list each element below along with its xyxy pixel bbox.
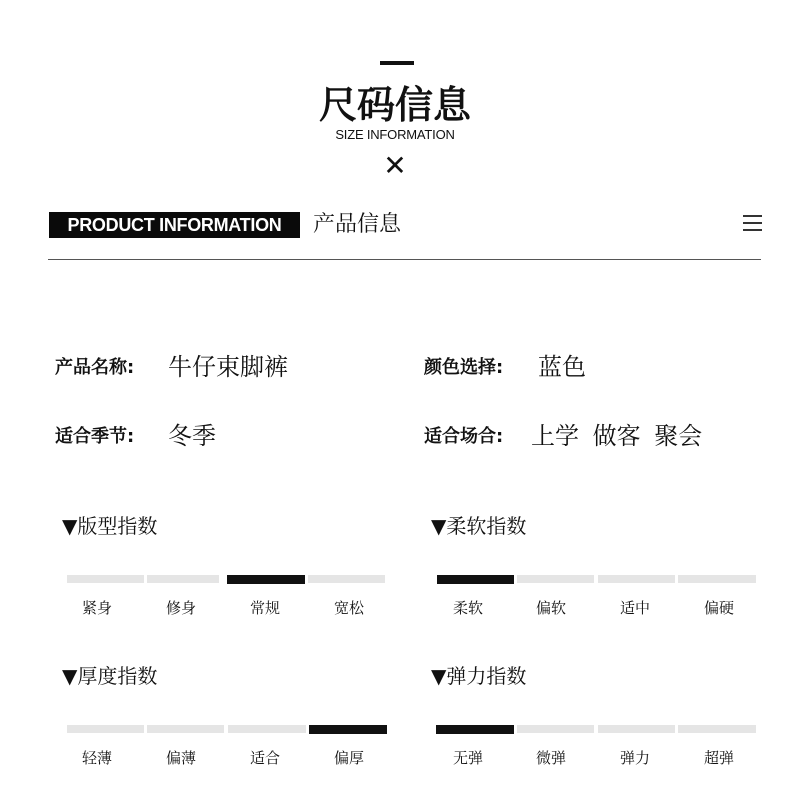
thickness-index-bar xyxy=(309,725,387,734)
elasticity-option-label: 无弹 xyxy=(452,749,483,767)
thickness-index-bar xyxy=(228,725,306,733)
thickness-option-label: 轻薄 xyxy=(81,749,112,767)
fit-option-label: 常规 xyxy=(249,599,280,617)
color-value: 蓝色 xyxy=(538,353,586,381)
thickness-option-label: 偏厚 xyxy=(333,749,364,767)
fit-index-title: ▼版型指数 xyxy=(62,514,158,538)
fit-option-label: 修身 xyxy=(165,599,196,617)
elasticity-option-label: 弹力 xyxy=(619,749,650,767)
menu-icon-line xyxy=(743,229,762,231)
softness-index-bar xyxy=(517,575,594,583)
menu-icon-line xyxy=(743,215,762,217)
elasticity-option-label: 超弹 xyxy=(703,749,734,767)
elasticity-index-bar xyxy=(598,725,675,733)
page-title: 尺码信息 xyxy=(318,83,471,127)
softness-index-bar xyxy=(678,575,756,583)
product-name-value: 牛仔束脚裤 xyxy=(168,353,288,381)
elasticity-index-bar xyxy=(436,725,514,734)
softness-index-bar xyxy=(598,575,675,583)
product-name-label: 产品名称: xyxy=(55,357,135,378)
fit-index-bar xyxy=(67,575,144,583)
color-label: 颜色选择: xyxy=(424,357,504,378)
close-icon[interactable]: ✕ xyxy=(383,149,407,182)
elasticity-option-label: 微弹 xyxy=(535,749,566,767)
menu-icon-line xyxy=(743,222,762,224)
elasticity-index-bar xyxy=(517,725,594,733)
thickness-option-label: 偏薄 xyxy=(165,749,196,767)
thickness-index-title: ▼厚度指数 xyxy=(62,664,158,688)
product-information-badge: PRODUCT INFORMATION xyxy=(49,212,300,238)
elasticity-index-bar xyxy=(678,725,756,733)
occasion-label: 适合场合: xyxy=(424,426,504,447)
softness-option-label: 柔软 xyxy=(452,599,483,617)
season-value: 冬季 xyxy=(168,422,216,450)
fit-option-label: 紧身 xyxy=(81,599,112,617)
softness-index-title: ▼柔软指数 xyxy=(431,514,527,538)
season-label: 适合季节: xyxy=(55,426,135,447)
thickness-index-bar xyxy=(147,725,224,733)
fit-index-bar xyxy=(147,575,219,583)
elasticity-index-title: ▼弹力指数 xyxy=(431,664,527,688)
section-divider xyxy=(48,259,761,260)
softness-option-label: 适中 xyxy=(619,599,650,617)
menu-icon[interactable] xyxy=(743,215,762,232)
softness-option-label: 偏硬 xyxy=(703,599,734,617)
occasion-value: 上学 做客 聚会 xyxy=(531,422,703,450)
fit-index-bar xyxy=(227,575,305,584)
thickness-index-bar xyxy=(67,725,144,733)
softness-option-label: 偏软 xyxy=(535,599,566,617)
product-information-title: 产品信息 xyxy=(313,212,402,237)
softness-index-bar xyxy=(437,575,514,584)
top-dash-divider xyxy=(380,61,414,65)
thickness-option-label: 适合 xyxy=(249,749,280,767)
page-subtitle: SIZE INFORMATION xyxy=(335,127,455,142)
fit-option-label: 宽松 xyxy=(333,599,364,617)
fit-index-bar xyxy=(308,575,385,583)
